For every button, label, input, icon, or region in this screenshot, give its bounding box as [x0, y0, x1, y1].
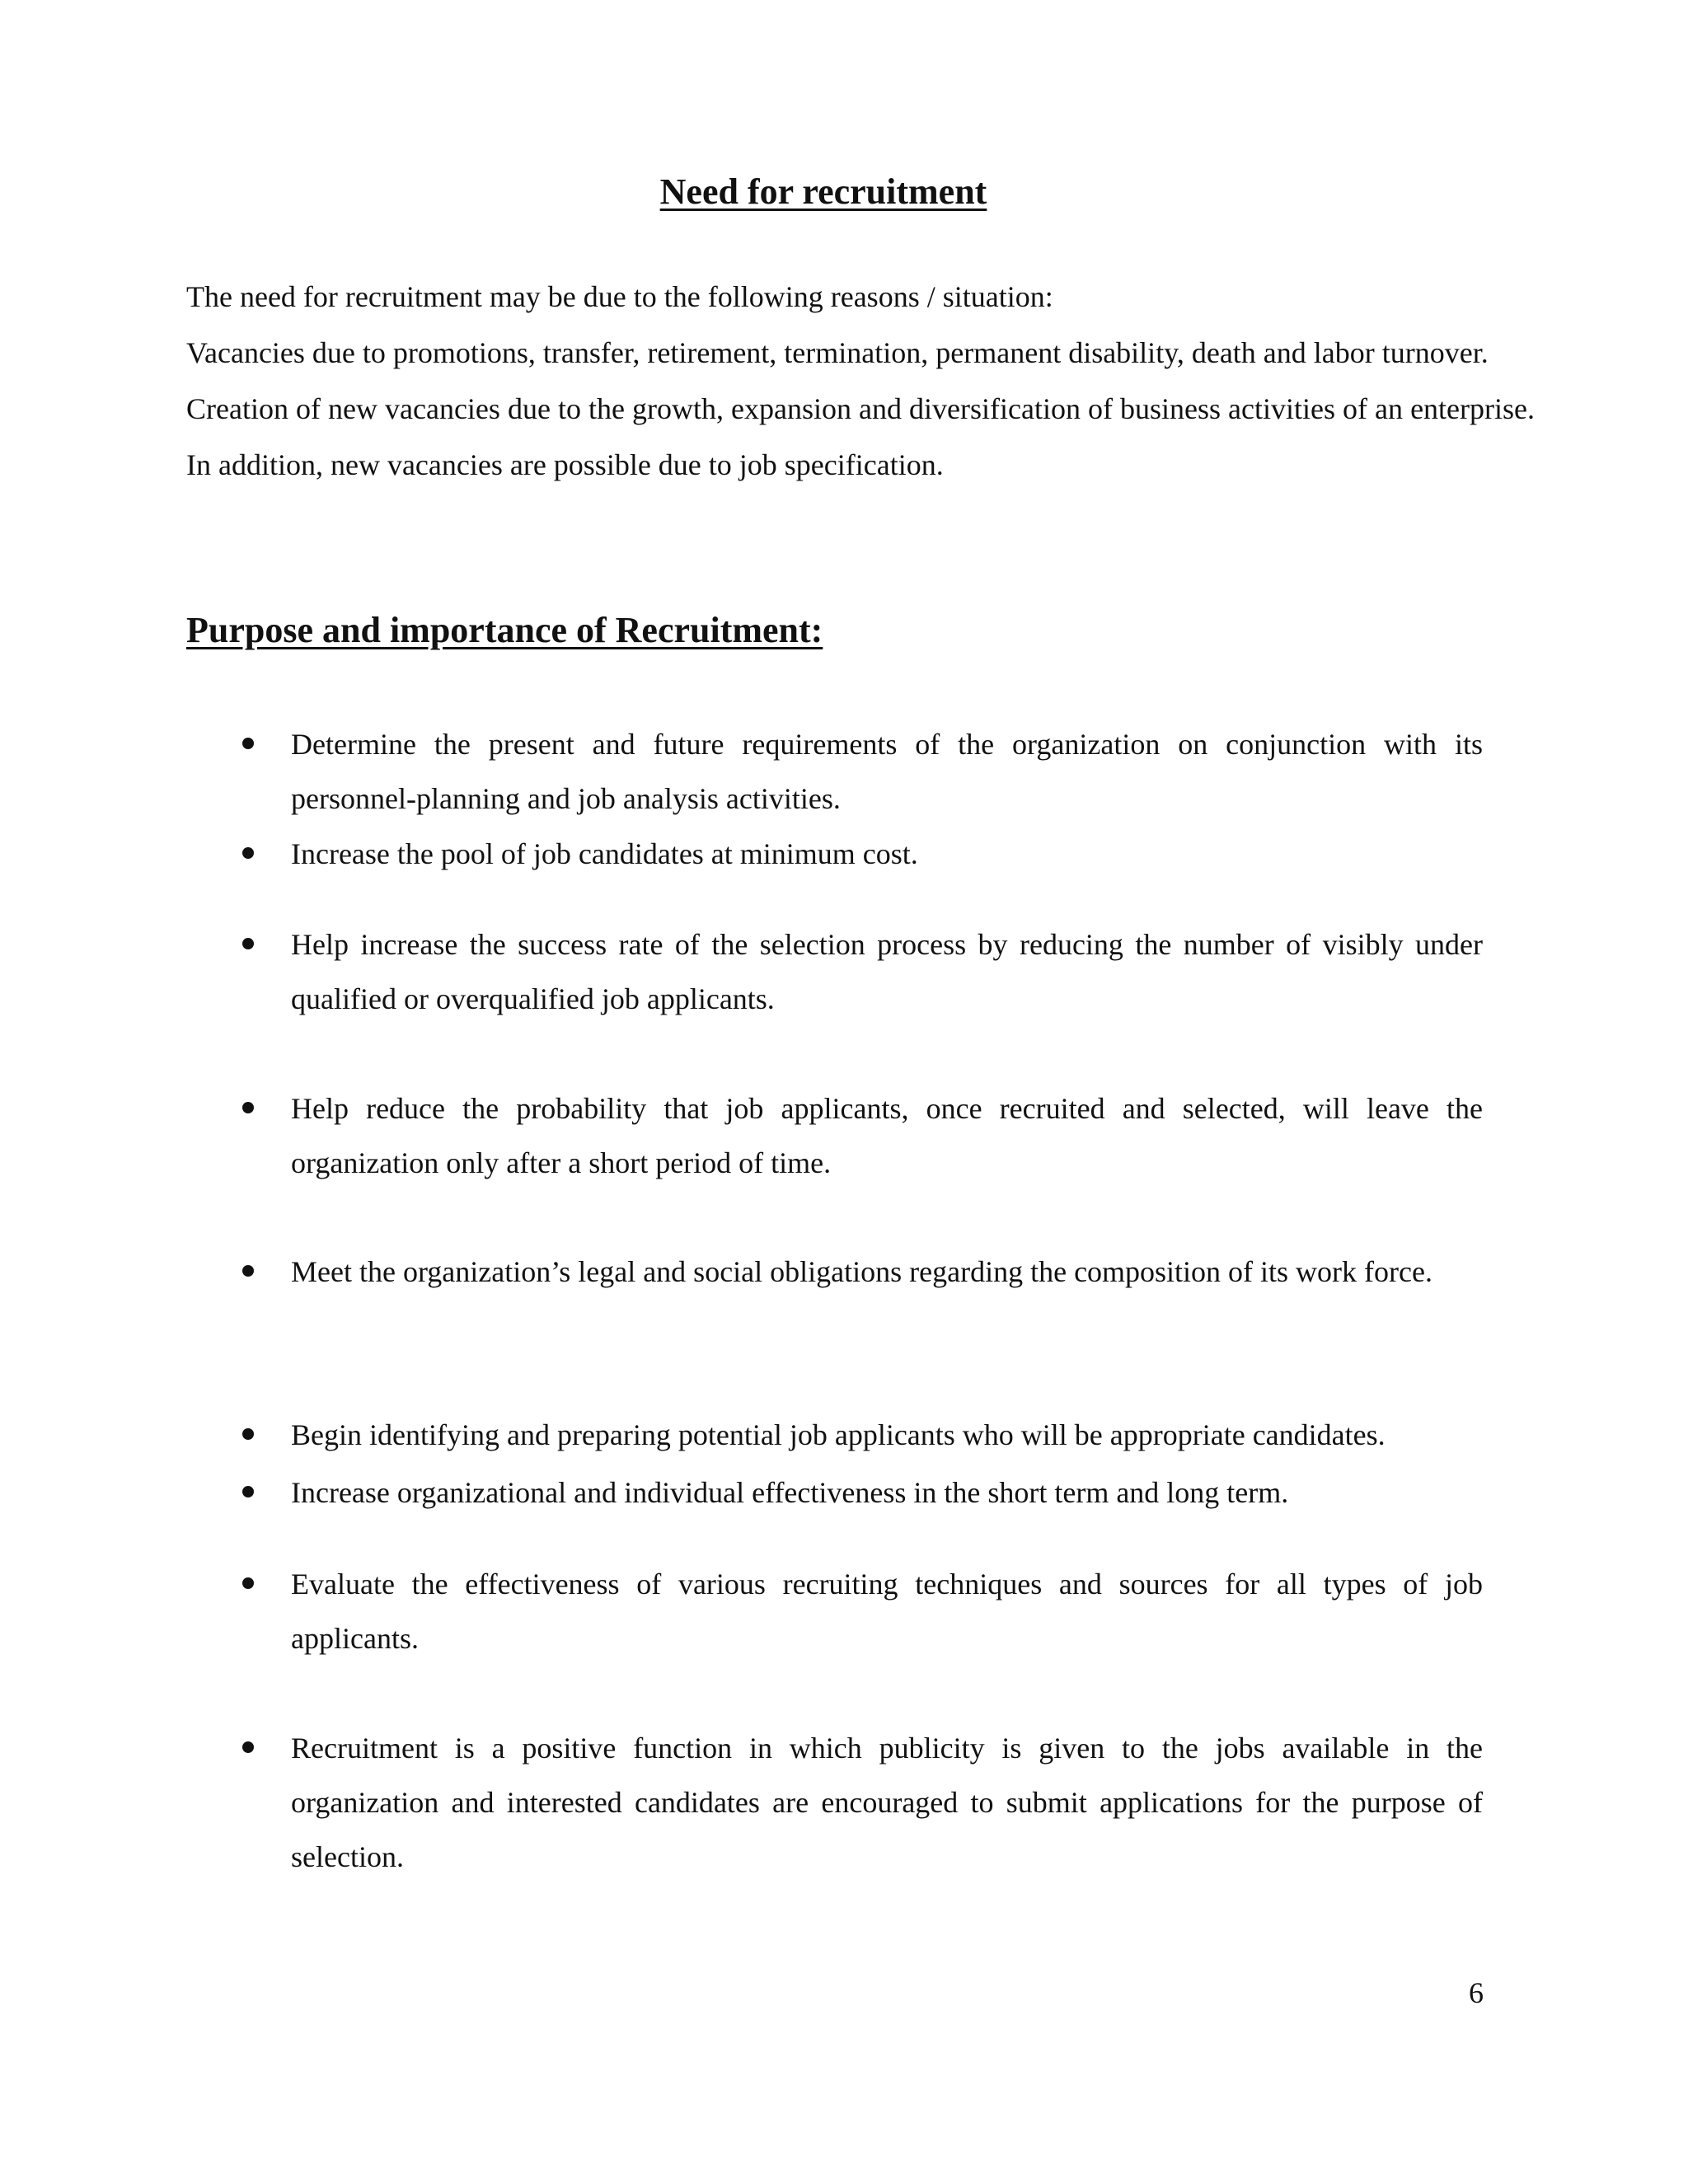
list-item-text: Meet the organization’s legal and social obligations regarding the composition of its work force.: [291, 1255, 1432, 1288]
list-item-text: Begin identifying and preparing potential job applicants who will be appropriate candidates.: [291, 1418, 1386, 1451]
bullet-icon: [242, 1486, 254, 1497]
intro-section: [186, 269, 1535, 493]
section-heading: Purpose and importance of Recruitment:: [186, 610, 823, 650]
page-title: [0, 169, 1688, 215]
intro-paragraph: Creation of new vacancies due to the growth, expansion and diversification of business activities of an enterprise. In addition, new vacancies are possible due to job specification.: [186, 392, 1535, 481]
list-item-text: Determine the present and future requirements of the organization on conjunction with its personnel-planning and job analysis activities.: [291, 728, 1483, 815]
list-item-text: Help reduce the probability that job applicants, once recruited and selected, will leave the organization only after a short period of time.: [291, 1092, 1483, 1179]
page-number: 6: [1469, 1976, 1484, 2009]
intro-paragraph: Vacancies due to promotions, transfer, retirement, termination, permanent disability, death and labor turnover.: [186, 336, 1489, 369]
page-title-text: Need for recruitment: [659, 171, 987, 212]
bullet-icon: [242, 938, 254, 949]
bullet-icon: [242, 738, 254, 749]
bullet-icon: [242, 1428, 254, 1440]
bullet-icon: [242, 1577, 254, 1589]
bullet-icon: [242, 847, 254, 859]
list-item-text: Help increase the success rate of the selection process by reducing the number of visibly under qualified or overqualified job applicants.: [291, 928, 1483, 1015]
bullet-icon: [242, 1265, 254, 1277]
list-item-text: Recruitment is a positive function in which publicity is given to the jobs available in the organization and interested candidates are encouraged to submit applications for the purpose of selection.: [291, 1732, 1483, 1873]
intro-paragraph: The need for recruitment may be due to the following reasons / situation:: [186, 280, 1053, 313]
list-item-text: Increase organizational and individual effectiveness in the short term and long term.: [291, 1476, 1289, 1509]
bullet-icon: [242, 1102, 254, 1113]
bullet-icon: [242, 1741, 254, 1753]
list-item-text: Evaluate the effectiveness of various recruiting techniques and sources for all types of job applicants.: [291, 1568, 1483, 1655]
list-item-text: Increase the pool of job candidates at minimum cost.: [291, 837, 918, 870]
